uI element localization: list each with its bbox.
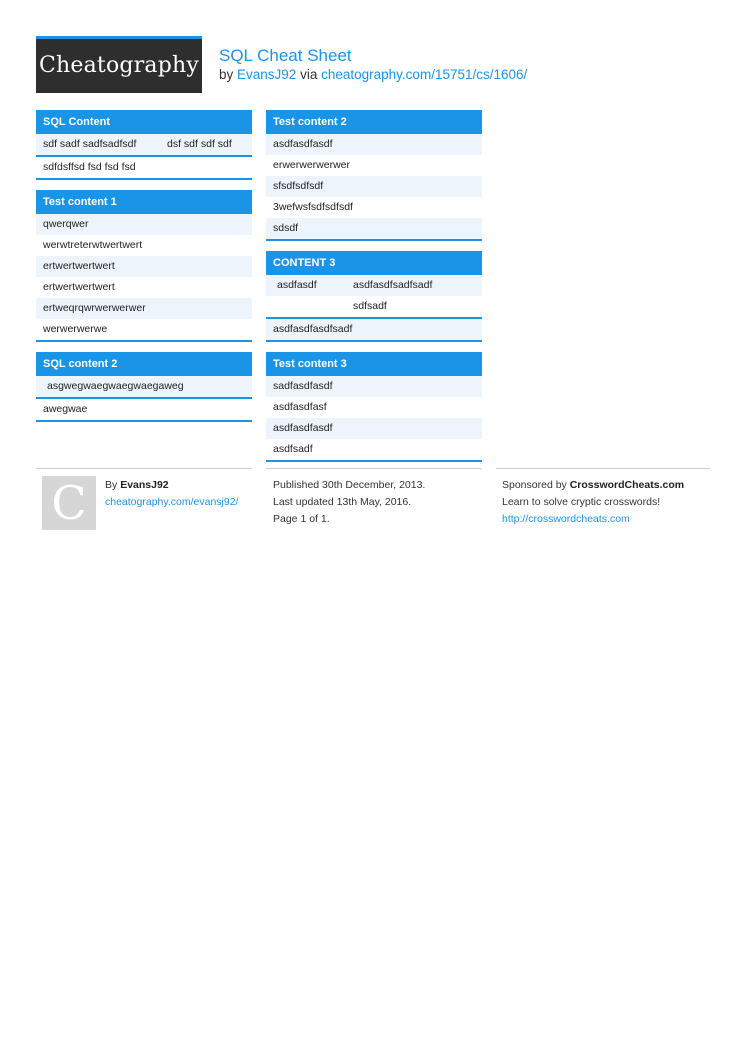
via-label: via xyxy=(300,67,318,82)
page-number: Page 1 of 1. xyxy=(273,513,330,525)
cell: asdfasdfsadfsadf xyxy=(353,279,433,291)
section-title: CONTENT 3 xyxy=(266,251,482,275)
list-item: 3wefwsfsdfsdfsdf xyxy=(273,201,353,213)
author-profile-link[interactable]: cheatography.com/evansj92/ xyxy=(105,496,239,508)
list-item: asdfsadf xyxy=(273,443,313,455)
footer-author-name: EvansJ92 xyxy=(120,479,169,491)
section-sql-content xyxy=(36,110,252,180)
table-row xyxy=(266,296,482,317)
list-item: ertwertwertwert xyxy=(43,281,115,293)
sheet-url-link[interactable]: cheatography.com/15751/cs/1606/ xyxy=(321,67,528,82)
list-item: werwtreterwtwertwert xyxy=(43,239,143,251)
section-test-content-3 xyxy=(266,352,482,462)
list-item: ertwertwertwert xyxy=(36,256,252,277)
footer-sponsor xyxy=(502,477,684,528)
footer-dates xyxy=(273,477,425,528)
table-row xyxy=(36,134,252,155)
list-item: erwerwerwerwer xyxy=(273,159,351,171)
list-item: sfsdfsdfsdf xyxy=(266,176,482,197)
list-item: werwerwerwe xyxy=(43,323,108,335)
list-item: sdsdf xyxy=(266,218,482,239)
updated-date: Last updated 13th May, 2016. xyxy=(273,496,412,508)
section-test-content-1 xyxy=(36,190,252,342)
logo-text: Cheatography xyxy=(38,53,200,78)
by-label: By xyxy=(105,479,118,491)
list-item: asdfasdfasdf xyxy=(266,134,482,155)
section-title: Test content 3 xyxy=(266,352,482,376)
footer-divider xyxy=(266,468,482,469)
list-item: sadfasdfasdf xyxy=(266,376,482,397)
section-title: SQL content 2 xyxy=(36,352,252,376)
list-item: asdfasdfasf xyxy=(273,401,327,413)
middle-column xyxy=(266,110,482,472)
list-item: asgwegwaegwaegwaegaweg xyxy=(36,376,252,397)
cell: sdfsadf xyxy=(353,300,387,312)
published-date: Published 30th December, 2013. xyxy=(273,479,426,491)
sponsor-tagline: Learn to solve cryptic crosswords! xyxy=(502,496,661,508)
section-title: SQL Content xyxy=(36,110,252,134)
cell: dsf sdf sdf sdf xyxy=(167,138,232,150)
footer-author xyxy=(105,477,238,511)
table-row: sdfdsffsd fsd fsd fsd xyxy=(36,155,252,178)
section-test-content-2 xyxy=(266,110,482,241)
section-title: Test content 1 xyxy=(36,190,252,214)
list-item: ertweqrqwrwerwerwer xyxy=(36,298,252,319)
section-content-3 xyxy=(266,251,482,342)
section-sql-content-2 xyxy=(36,352,252,422)
author-link[interactable]: EvansJ92 xyxy=(237,67,297,82)
cell: asdfasdf xyxy=(277,279,317,291)
sheet-title: SQL Cheat Sheet xyxy=(219,46,352,65)
cell xyxy=(266,296,353,317)
sponsor-link[interactable]: http://crosswordcheats.com xyxy=(502,513,630,525)
table-row: asdfasdfasdfsadf xyxy=(266,317,482,340)
sponsored-label: Sponsored by xyxy=(502,479,567,491)
footer-divider xyxy=(36,468,252,469)
list-item: asdfasdfasdf xyxy=(266,418,482,439)
cell: sdf sadf sadfsadfsdf xyxy=(43,138,137,150)
sponsor-name: CrosswordCheats.com xyxy=(569,479,685,491)
sponsor-line xyxy=(502,477,684,494)
cheatography-logo[interactable] xyxy=(36,36,202,93)
footer-author-line xyxy=(105,477,238,494)
footer-divider xyxy=(496,468,710,469)
table-row xyxy=(266,275,482,296)
section-title: Test content 2 xyxy=(266,110,482,134)
list-item: awegwae xyxy=(36,397,252,420)
left-column xyxy=(36,110,252,432)
list-item: qwerqwer xyxy=(36,214,252,235)
avatar[interactable] xyxy=(42,476,96,530)
by-prefix: by xyxy=(219,67,234,82)
byline xyxy=(219,67,527,82)
avatar-letter: C xyxy=(51,476,87,530)
